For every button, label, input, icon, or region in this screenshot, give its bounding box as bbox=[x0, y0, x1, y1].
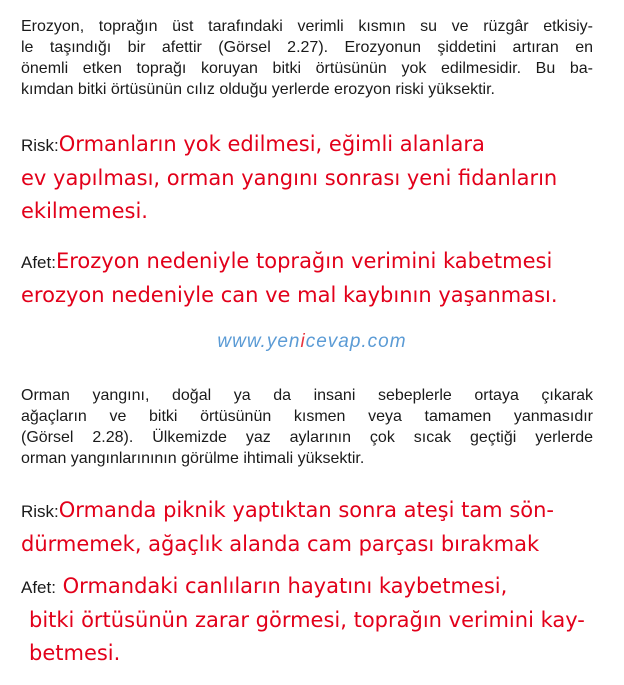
paragraph-line: (Görsel 2.28). Ülkemizde yaz aylarının çok sıcak geçtiği yerlerde bbox=[21, 429, 593, 446]
erosion-disaster-answer bbox=[21, 245, 558, 312]
answer-line: betmesi. bbox=[29, 641, 121, 665]
answer-line: ekilmemesi. bbox=[21, 199, 148, 223]
paragraph-line: Erozyon, toprağın üst tarafındaki verimli kısmın su ve rüzgâr etkisiy- bbox=[21, 18, 593, 35]
answer-line: erozyon nedeniyle can ve mal kaybının yaşanması. bbox=[21, 283, 558, 307]
watermark-text: www.yenicevap.com bbox=[217, 331, 407, 352]
answer-text: Ormanda piknik yaptıktan sonra ateşi tam sön- bbox=[58, 498, 554, 522]
fire-risk-answer bbox=[21, 494, 554, 561]
paragraph-line: Orman yangını, doğal ya da insani sebeplerle ortaya çıkarak bbox=[21, 387, 593, 404]
answer-line: bitki örtüsünün zarar görmesi, toprağın verimini kay- bbox=[29, 608, 585, 632]
erosion-risk-answer bbox=[21, 128, 557, 228]
paragraph-line: le taşındığı bir afettir (Görsel 2.27). Erozyonun şiddetini artıran en bbox=[21, 39, 593, 56]
paragraph-line: kımdan bitki örtüsünün cılız olduğu yerlerde erozyon riski yüksektir. bbox=[21, 81, 495, 98]
paragraph-line: ağaçların ve bitki örtüsünün kısmen veya tamamen yanmasıdır bbox=[21, 408, 593, 425]
answer-line bbox=[21, 570, 585, 604]
risk-label: Risk: bbox=[21, 502, 59, 521]
disaster-label: Afet: bbox=[21, 578, 56, 597]
answer-line bbox=[21, 494, 554, 528]
risk-label: Risk: bbox=[21, 136, 59, 155]
paragraph-line: orman yangınlarınının görülme ihtimali yüksektir. bbox=[21, 450, 365, 467]
disaster-label: Afet: bbox=[21, 253, 56, 272]
paragraph-line: önemli etken toprağı koruyan bitki örtüsünün yok edilmesidir. Bu ba- bbox=[21, 60, 593, 77]
answer-line bbox=[21, 245, 558, 279]
answer-line: ev yapılması, orman yangını sonrası yeni fidanların bbox=[21, 166, 558, 190]
erosion-paragraph bbox=[21, 16, 593, 100]
fire-disaster-answer bbox=[21, 570, 585, 670]
answer-text: Erozyon nedeniyle toprağın verimini kabetmesi bbox=[55, 249, 553, 273]
answer-line: dürmemek, ağaçlık alanda cam parçası bırakmak bbox=[21, 532, 540, 556]
answer-line bbox=[21, 128, 557, 162]
forest-fire-paragraph bbox=[21, 385, 593, 469]
answer-text: Ormandaki canlıların hayatını kaybetmesi, bbox=[62, 574, 508, 598]
answer-text: Ormanların yok edilmesi, eğimli alanlara bbox=[58, 132, 485, 156]
